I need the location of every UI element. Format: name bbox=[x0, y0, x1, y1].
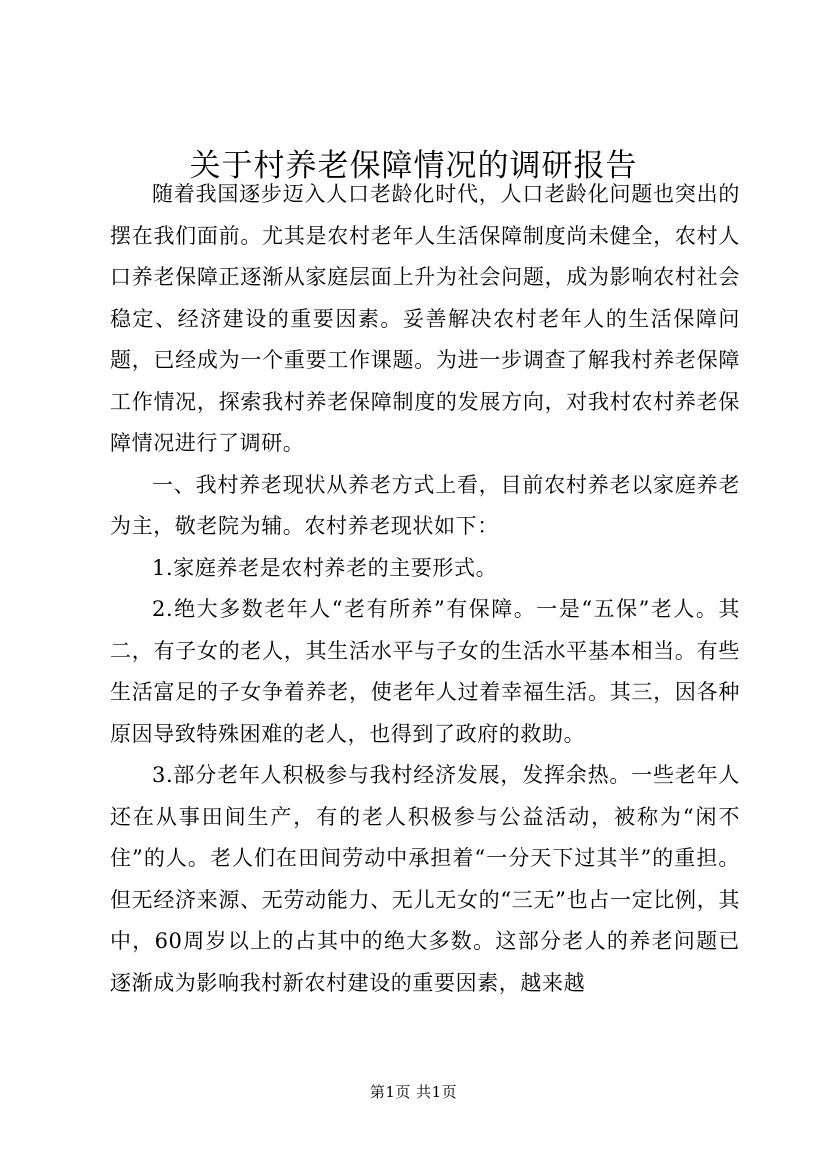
paragraph-item-3: 3.部分老年人积极参与我村经济发展，发挥余热。一些老年人还在从事田间生产，有的老人积极参与公益活动，被称为“闲不住”的人。老人们在田间劳动中承担着“一分天下过其半”的重担。但无经济来源、无劳动能力、无儿无女的“三无”也占一定比例，其中，60周岁以上的占其中的绝大多数。这部分老人的养老问题已逐渐成为影响我村新农村建设的重要因素，越来越 bbox=[110, 763, 740, 995]
document-body bbox=[110, 174, 740, 1004]
paragraph-item-1: 1.家庭养老是农村养老的主要形式。 bbox=[152, 555, 498, 580]
paragraph-section-one: 一、我村养老现状从养老方式上看，目前农村养老以家庭养老为主，敬老院为辅。农村养老现状如下： bbox=[110, 472, 740, 538]
document-title: 关于村养老保障情况的调研报告 bbox=[189, 148, 638, 184]
page-number-footer: 第1页 共1页 bbox=[369, 1083, 458, 1101]
paragraph-item-2: 2.绝大多数老年人“老有所养”有保障。一是“五保”老人。其二，有子女的老人，其生活水平与子女的生活水平基本相当。有些生活富足的子女争着养老，使老年人过着幸福生活。其三，因各种原因导致特殊困难的老人，也得到了政府的救助。 bbox=[110, 597, 740, 746]
paragraph-intro: 随着我国逐步迈入人口老龄化时代，人口老龄化问题也突出的摆在我们面前。尤其是农村老年人生活保障制度尚未健全，农村人口养老保障正逐渐从家庭层面上升为社会问题，成为影响农村社会稳定、经济建设的重要因素。妥善解决农村老年人的生活保障问题，已经成为一个重要工作课题。为进一步调查了解我村养老保障工作情况，探索我村养老保障制度的发展方向，对我村农村养老保障情况进行了调研。 bbox=[110, 182, 740, 455]
